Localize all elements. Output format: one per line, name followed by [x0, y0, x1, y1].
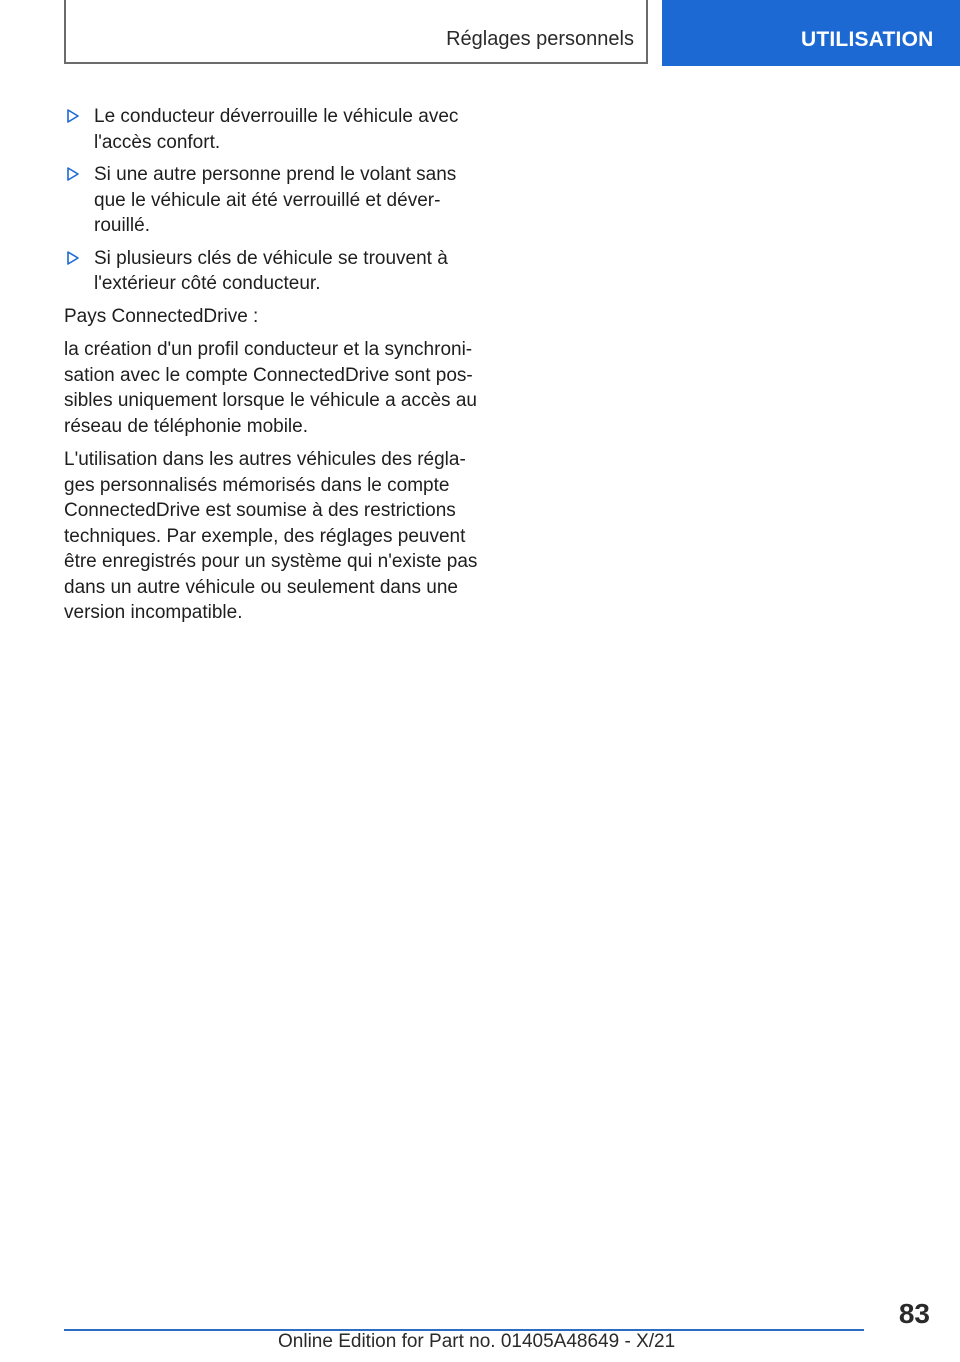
text-line: sation avec le compte ConnectedDrive sont pos- — [64, 364, 473, 386]
paragraph — [64, 337, 484, 439]
text-line: Pays ConnectedDrive : — [64, 305, 259, 327]
text-line: techniques. Par exemple, des réglages peuvent — [64, 525, 466, 547]
text-line: Si une autre personne prend le volant sans — [94, 164, 457, 185]
body-paragraphs — [64, 304, 484, 626]
bullet-item — [64, 246, 484, 297]
bullet-item — [64, 162, 484, 239]
bullet-text — [94, 246, 484, 297]
text-line: ConnectedDrive est soumise à des restrictions — [64, 500, 456, 521]
footer-edition: Online Edition for Part no. 01405A48649 - X/21 — [278, 1331, 676, 1352]
text-line: l'extérieur côté conducteur. — [94, 273, 321, 294]
text-line: Le conducteur déverrouille le véhicule avec — [94, 106, 459, 127]
text-line: Si plusieurs clés de véhicule se trouvent à — [94, 247, 448, 269]
bullet-item — [64, 104, 484, 155]
text-line: sibles uniquement lorsque le véhicule a accès au — [64, 390, 477, 411]
text-line: l'accès confort. — [94, 131, 221, 153]
text-line: L'utilisation dans les autres véhicules des régla- — [64, 449, 466, 470]
bullet-list — [64, 104, 484, 297]
header-section-box — [64, 0, 648, 64]
text-line: version incompatible. — [64, 602, 243, 623]
paragraph — [64, 447, 484, 626]
text-line: que le véhicule ait été verrouillé et déver- — [94, 189, 441, 211]
bullet-text — [94, 162, 484, 239]
triangle-bullet-icon — [66, 166, 80, 182]
text-line: ges personnalisés mémorisés dans le compte — [64, 474, 450, 496]
section-title: Réglages personnels — [446, 28, 634, 50]
triangle-bullet-icon — [66, 108, 80, 124]
text-line: être enregistrés pour un système qui n'existe pas — [64, 551, 478, 572]
paragraph — [64, 304, 484, 330]
triangle-bullet-icon — [66, 250, 80, 266]
text-line: dans un autre véhicule ou seulement dans une — [64, 576, 458, 598]
page-number: 83 — [898, 1298, 930, 1329]
chapter-tab-label: UTILISATION — [801, 28, 934, 51]
bullet-text — [94, 104, 484, 155]
text-line: réseau de téléphonie mobile. — [64, 415, 309, 437]
text-line: la création d'un profil conducteur et la synchroni- — [64, 339, 473, 360]
text-line: rouillé. — [94, 215, 150, 236]
main-content — [64, 104, 484, 634]
chapter-tab — [662, 0, 960, 66]
